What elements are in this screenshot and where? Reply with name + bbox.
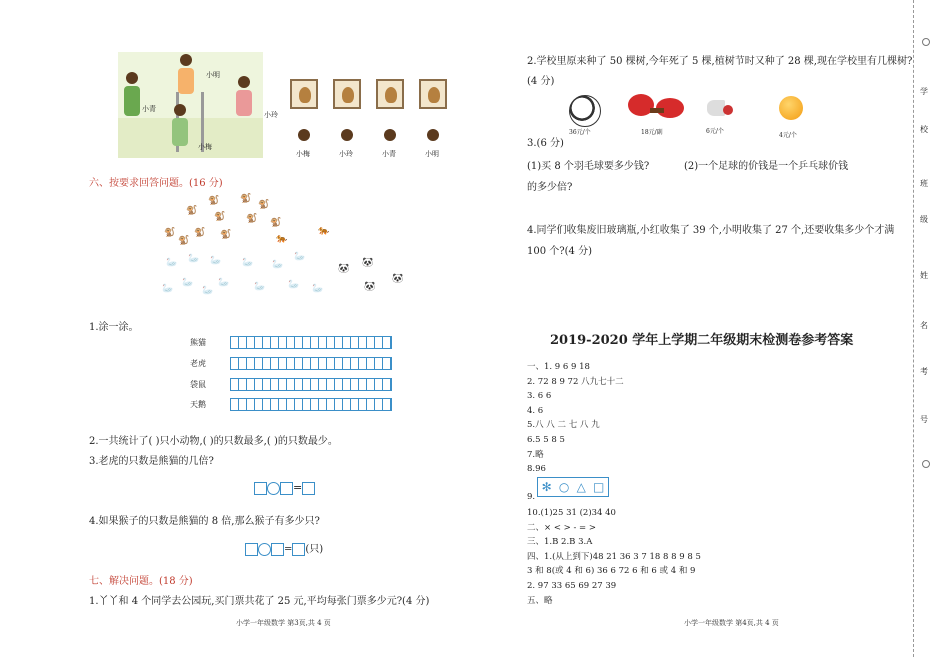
football-image: [569, 95, 601, 127]
chart-row-label: 老虎: [190, 359, 206, 368]
answer-box[interactable]: [245, 543, 258, 556]
chart-row-label: 天鹅: [190, 400, 206, 409]
price-label: 4元/个: [779, 132, 797, 139]
monkey-photo: [290, 79, 318, 109]
kid-figure: [174, 104, 186, 116]
section7-title: 七、解决问题。(18 分): [89, 576, 193, 587]
asterisk-icon: ✻: [541, 480, 552, 494]
question-3: 3.老虎的只数是熊猫的几倍?: [89, 456, 214, 467]
page-footer-right: 小学一年级数学 第4页,共 4 页: [684, 619, 779, 627]
monkey-photo: [419, 79, 447, 109]
portrait-label: 小青: [382, 150, 396, 158]
shape-sequence-box: [537, 477, 609, 497]
answer-line: 2. 97 33 65 69 27 39: [527, 580, 617, 591]
portrait-label: 小梅: [296, 150, 310, 158]
answer-line: 二、× < > - = >: [527, 522, 596, 533]
margin-label: 考: [920, 367, 928, 376]
scene-label-xiaoming: 小明: [206, 71, 220, 79]
scene-illustration: [118, 52, 278, 158]
answer-line: 2. 72 8 9 72 八九七十二: [527, 376, 624, 387]
operator-circle[interactable]: [267, 482, 280, 495]
triangle-icon: △: [576, 480, 586, 494]
portrait-label: 小明: [425, 150, 439, 158]
right-question-4-line1: 4.同学们收集废旧玻璃瓶,小红收集了 39 个,小明收集了 27 个,还要收集多少个才满: [527, 225, 895, 236]
coloring-cells[interactable]: [230, 357, 392, 370]
answer-box[interactable]: [271, 543, 284, 556]
coloring-cells[interactable]: [230, 336, 392, 349]
answer-line: 10.(1)25 31 (2)34 40: [527, 508, 616, 518]
answer-box[interactable]: [302, 482, 315, 495]
square-icon: □: [593, 480, 605, 494]
chart-row-label: 袋鼠: [190, 380, 206, 389]
equation-boxes-q3: =: [254, 481, 315, 495]
page-footer-left: 小学一年级数学 第3页,共 4 页: [236, 619, 331, 627]
answer-box[interactable]: [280, 482, 293, 495]
margin-label: 班: [920, 179, 928, 188]
scene-label-xiaoling: 小玲: [264, 111, 278, 119]
answer-line: 四、1.(从上到下)48 21 36 3 7 18 8 8 9 8 5: [527, 551, 701, 562]
right-question-3a: (1)买 8 个羽毛球要多少钱?: [527, 161, 650, 172]
margin-label: 号: [920, 415, 928, 424]
right-question-4-line2: 100 个?(4 分): [527, 246, 592, 257]
animal-cluster: 🐒 🐒 🐒 🐒 🐒 🐒 🐒 🐒 🐒 🐒 🐒 🐅 🐅 🦢 🦢 🦢 🦢 🦢 🦢 🦢 🦢 🦢 🦢 🦢 🦢 🦢 🐼 🐼 🐼 🐼: [162, 194, 404, 296]
answer-line: 5.八 八 二 七 八 九: [527, 420, 600, 431]
answer-list-2: [527, 506, 701, 608]
margin-label: 名: [920, 321, 928, 330]
answer-line: 6.5 5 8 5: [527, 434, 565, 445]
margin-label: 校: [920, 125, 928, 134]
binding-margin: [913, 0, 950, 657]
right-question-3b-cont: 的多少倍?: [527, 182, 573, 193]
price-label: 6元/个: [706, 128, 724, 135]
answer-line: 三、1.B 2.B 3.A: [527, 537, 593, 548]
question-1: 1.涂一涂。: [89, 322, 139, 333]
coloring-cells[interactable]: [230, 398, 392, 411]
portrait-label: 小玲: [339, 150, 353, 158]
right-question-3: 3.(6 分): [527, 138, 564, 149]
answer-line: 3 和 8(或 4 和 6) 36 6 72 6 和 6 或 4 和 9: [527, 566, 696, 577]
answer-line: 3. 6 6: [527, 391, 552, 402]
scene-label-xiaoqing: 小青: [142, 105, 156, 113]
answer-line: 8.96: [527, 464, 546, 475]
scene-label-xiaomei: 小梅: [198, 143, 212, 151]
section6-title: 六、按要求回答问题。(16 分): [89, 178, 223, 189]
chart-row-label: 熊猫: [190, 338, 206, 347]
kid-head: [341, 129, 353, 141]
answer-line: 五、略: [527, 595, 553, 606]
ping-pong-ball-image: [779, 96, 803, 120]
section7-question-1: 1.丫丫和 4 个同学去公园玩,买门票共花了 25 元,平均每张门票多少元?(4 分): [89, 596, 430, 607]
answer-list: [527, 360, 624, 477]
answer-line: 7.略: [527, 449, 544, 460]
equation-boxes-q4: = (只): [245, 540, 323, 556]
right-question-2-line1: 2.学校里原来种了 50 棵树,今年死了 5 棵,植树节时又种了 28 棵,现在学校里有几棵树?: [527, 56, 913, 67]
kid-figure: [126, 72, 138, 84]
answer-line: 4. 6: [527, 405, 544, 416]
coloring-cells[interactable]: [230, 378, 392, 391]
answer-box[interactable]: [254, 482, 267, 495]
answer-line: 一、1. 9 6 9 18: [527, 362, 590, 372]
kid-head: [427, 129, 439, 141]
question-4: 4.如果猴子的只数是熊猫的 8 倍,那么猴子有多少只?: [89, 516, 320, 527]
answer-box[interactable]: [292, 543, 305, 556]
ping-pong-paddles-image: [628, 94, 686, 120]
circle-icon: ○: [558, 480, 570, 494]
price-label: 36元/个: [569, 129, 591, 136]
margin-label: 级: [920, 215, 928, 224]
unit-label: (只): [305, 544, 324, 555]
kid-head: [298, 129, 310, 141]
answer-key-title: 2019-2020 学年上学期二年级期末检测卷参考答案: [550, 333, 854, 348]
shuttlecock-image: [707, 100, 733, 120]
kid-figure: [238, 76, 250, 88]
margin-label: 学: [920, 87, 928, 96]
kid-head: [384, 129, 396, 141]
operator-circle[interactable]: [258, 543, 271, 556]
question-2: 2.一共统计了( )只小动物,( )的只数最多,( )的只数最少。: [89, 436, 338, 447]
kid-figure: [180, 54, 192, 66]
price-label: 18元/副: [641, 129, 663, 136]
monkey-photo: [333, 79, 361, 109]
right-question-3b: (2)一个足球的价钱是一个乒乓球价钱: [684, 161, 849, 172]
right-question-2-line2: (4 分): [527, 76, 555, 87]
margin-label: 姓: [920, 271, 928, 280]
monkey-photo: [376, 79, 404, 109]
answer-line-9: 9.: [527, 492, 536, 502]
